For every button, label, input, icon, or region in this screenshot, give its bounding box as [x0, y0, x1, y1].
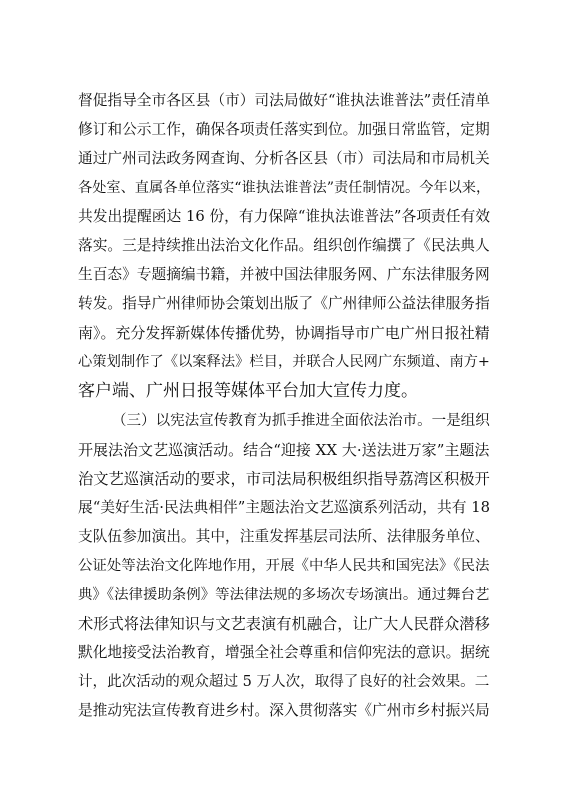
- text-line: 督促指导全市各区县（市）司法局做好“谁执法谁普法”责任清单: [78, 92, 490, 109]
- text-line: 修订和公示工作，确保各项责任落实到位。加强日常监管，定期: [78, 121, 490, 138]
- text-line: 公证处等法治文化阵地作用，开展《中华人民共和国宪法》《民法: [78, 558, 490, 574]
- text-line: 南》。充分发挥新媒体传播优势，协调指导市广电广州日报社精: [78, 324, 490, 342]
- text-line: 术形式将法律知识与文艺表演有机融合，让广大人民群众潜移: [78, 615, 490, 633]
- paragraph-heading-line: （三）以宪法宣传教育为抓手推进全面依法治市。一是组织: [112, 413, 490, 429]
- text-line: 是推动宪法宣传教育进乡村。深入贯彻落实《广州市乡村振兴局: [78, 702, 490, 719]
- text-line: 转发。指导广州律师协会策划出版了《广州律师公益法律服务指: [78, 295, 490, 312]
- text-line: 治文艺巡演活动的要求，市司法局积极组织指导荔湾区积极开: [78, 470, 490, 488]
- text-line: 客户端、广州日报等媒体平台加大宣传力度。: [78, 381, 418, 401]
- text-line: 各处室、直属各单位落实“谁执法谁普法”责任制情况。今年以来，: [78, 180, 490, 196]
- text-line: 典》《法律援助条例》等法律法规的多场次专场演出。通过舞台艺: [78, 587, 490, 603]
- text-line: 展“美好生活·民法典相伴”主题法治文艺巡演系列活动，共有 18: [78, 499, 490, 516]
- text-line: 计，此次活动的观众超过 5 万人次，取得了良好的社会效果。二: [78, 673, 490, 690]
- text-line: 通过广州司法政务网查询、分析各区县（市）司法局和市局机关: [78, 150, 490, 167]
- text-line: 默化地接受法治教育，增强全社会尊重和信仰宪法的意识。据统: [78, 644, 490, 661]
- text-line: 共发出提醒函达 16 份，有力保障“谁执法谁普法”各项责任有效: [78, 208, 490, 225]
- text-line: 开展法治文艺巡演活动。结合“迎接 XX 大·送法进万家”主题法: [78, 441, 490, 459]
- text-line: 支队伍参加演出。其中，注重发挥基层司法所、法律服务单位、: [78, 528, 490, 545]
- text-line: 生百态》专题摘编书籍，并被中国法律服务网、广东法律服务网: [78, 266, 490, 283]
- text-line: 心策划制作了《以案释法》栏目，并联合人民网广东频道、南方+: [78, 354, 490, 370]
- text-line: 落实。三是持续推出法治文化作品。组织创作编撰了《民法典人: [78, 237, 490, 254]
